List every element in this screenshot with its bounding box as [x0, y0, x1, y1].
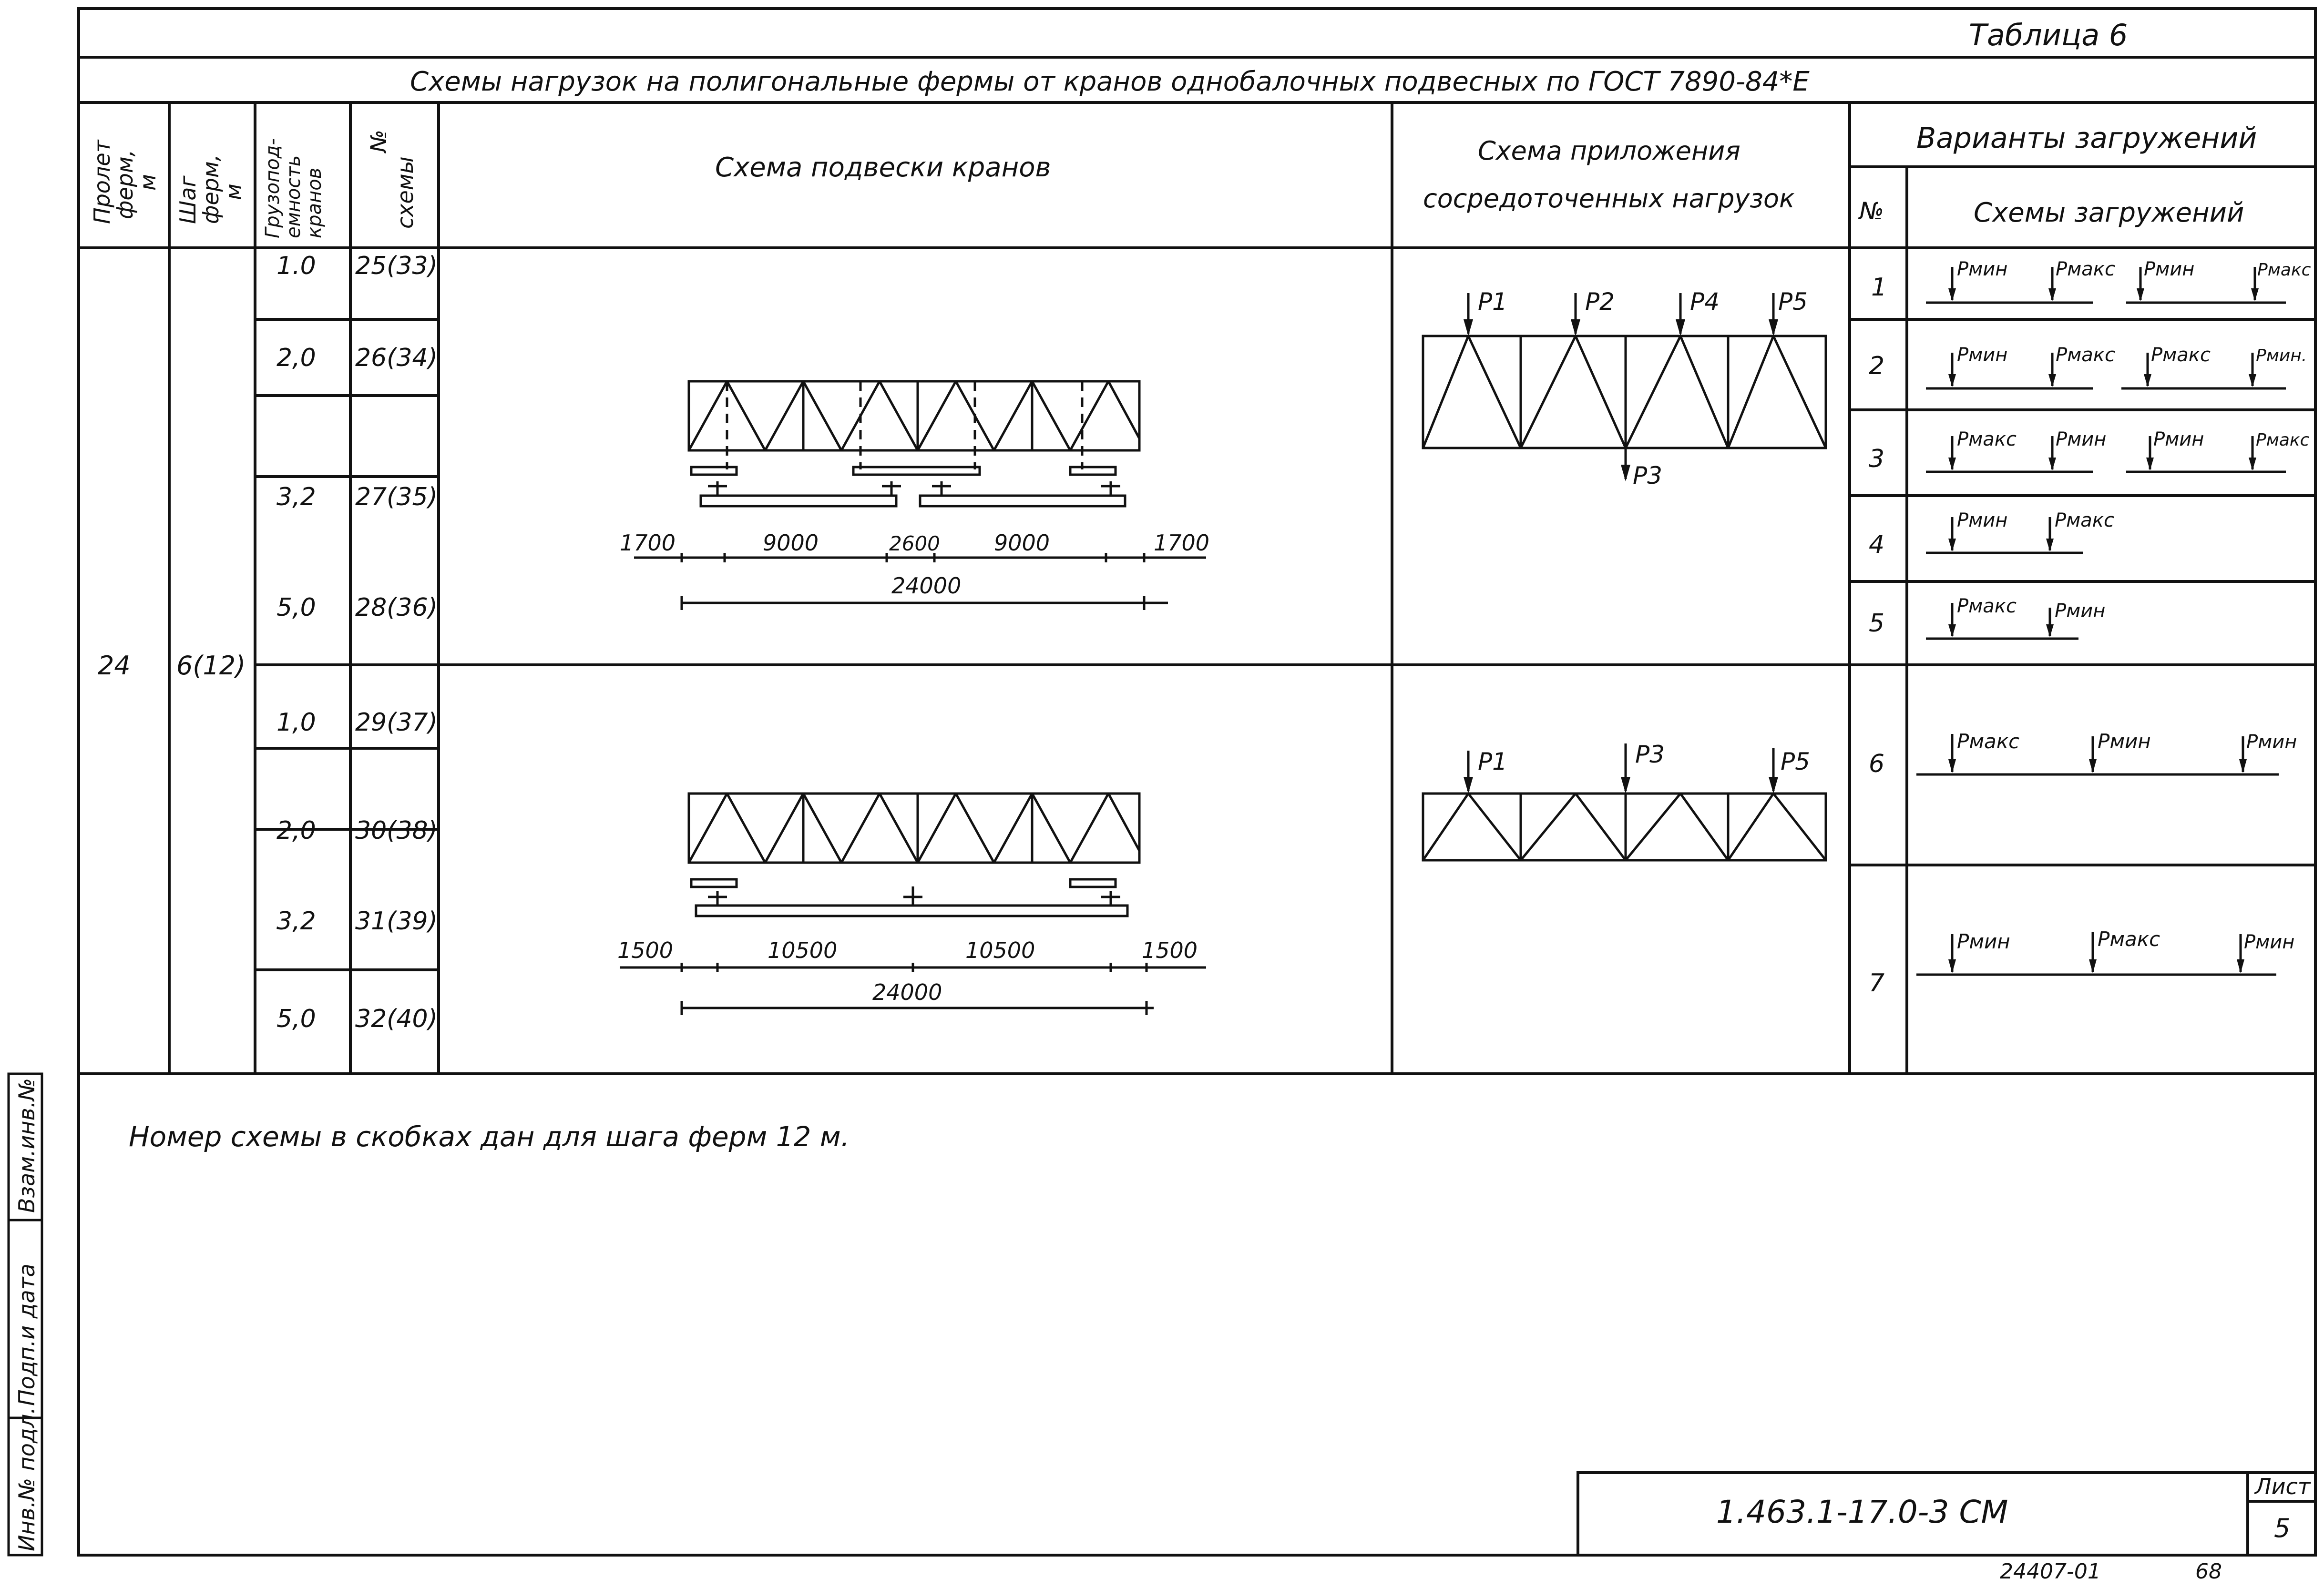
stamp-replacement: Взам.инв.№ [14, 1078, 40, 1213]
variant-7-load-2: Pмакс [2098, 927, 2160, 951]
variant-2-load-1: Pмин [1957, 344, 2008, 366]
row-list [276, 252, 438, 1033]
variant-2-load-2: Pмакс [2056, 344, 2115, 366]
load-2-label-1: P1 [1478, 748, 1507, 775]
header-capacity-line1: Грузопод- [262, 138, 284, 238]
load-arrows-2 [1464, 777, 1778, 794]
crane-1-dim-4: 9000 [994, 530, 1050, 556]
header-variants: Варианты загружений [1916, 122, 2257, 155]
variant-1-load-4: Pмакс [2257, 260, 2311, 280]
row-2-capacity: 2,0 [276, 344, 316, 372]
load-1-label-3: P4 [1690, 288, 1720, 316]
variant-6-load-2: Pмин [2098, 730, 2151, 753]
variant-1-no: 1 [1871, 273, 1887, 302]
row-3-scheme: 27(35) [355, 483, 438, 511]
variant-7-load-1: Pмин [1957, 930, 2010, 953]
variant-3-load-4: Pмакс [2256, 430, 2310, 450]
header-load-application-2: сосредоточенных нагрузок [1423, 183, 1795, 214]
variant-4-load-1: Pмин [1957, 509, 2008, 531]
variant-7-no: 7 [1869, 969, 1885, 998]
header-span-line2: ферм, [112, 149, 138, 219]
load-1-label-5: P3 [1633, 462, 1662, 489]
header-capacity [262, 138, 326, 238]
variant-3-load-1: Pмакс [1957, 428, 2017, 450]
sheet-number: 5 [2274, 1513, 2291, 1543]
row-1-scheme: 25(33) [355, 252, 438, 280]
crane-2-dim-3: 10500 [965, 937, 1035, 963]
load-2-label-3: P5 [1781, 748, 1810, 775]
variant-5-no: 5 [1869, 609, 1885, 638]
variant-3-load-3: Pмин [2153, 428, 2204, 450]
header-step-line2: ферм, [198, 154, 224, 224]
variant-numbers [1869, 273, 1887, 998]
crane-2-dim-4: 1500 [1142, 937, 1198, 963]
variant-3-load-2: Pмин [2056, 428, 2107, 450]
crane-2-dim-2: 10500 [768, 937, 838, 963]
table-title: Схемы нагрузок на полигональные фермы от кранов однобалочных подвесных по ГОСТ 7890-84*Е [410, 66, 1810, 97]
variant-1-load-2: Pмакс [2056, 258, 2115, 280]
span-value: 24 [98, 651, 131, 681]
row-8-scheme: 32(40) [355, 1005, 438, 1033]
header-variant-no: № [1859, 197, 1884, 225]
variant-1-load-3: Pмин [2144, 258, 2195, 280]
crane-1-dim-5: 1700 [1154, 530, 1210, 556]
crane-2-total: 24000 [872, 979, 942, 1005]
header-span [89, 139, 161, 224]
table-label: Таблица 6 [1969, 18, 2128, 52]
variant-load-labels [1957, 258, 2311, 953]
header-span-line1: Пролет [89, 140, 115, 224]
bottom-number: 68 [2195, 1559, 2222, 1584]
header-scheme-no-line2: схемы [392, 156, 418, 229]
crane-1-dim-2: 9000 [763, 530, 819, 556]
row-4-scheme: 28(36) [355, 593, 438, 622]
variant-6-no: 6 [1869, 750, 1885, 778]
note-text: Номер схемы в скобках дан для шага ферм 12 м. [129, 1120, 850, 1153]
step-value: 6(12) [176, 651, 246, 681]
stamp-inventory-no: Инв.№ подл. [14, 1407, 40, 1551]
row-8-capacity: 5,0 [276, 1005, 316, 1033]
row-7-capacity: 3,2 [276, 907, 316, 936]
variant-5-load-1: Pмакс [1957, 595, 2017, 617]
load-arrows-1 [1464, 319, 1778, 481]
variant-2-no: 2 [1869, 352, 1885, 380]
variant-2-load-3: Pмакс [2151, 344, 2211, 366]
bottom-code: 24407-01 [2000, 1559, 2101, 1584]
sheet-label: Лист [2255, 1474, 2311, 1499]
variant-2-load-4: Pмин. [2256, 346, 2307, 366]
header-step [175, 154, 246, 224]
load-1-label-4: P5 [1778, 288, 1808, 316]
variant-1-load-1: Pмин [1957, 258, 2008, 280]
row-1-capacity: 1.0 [276, 252, 316, 280]
load-truss-1 [1423, 293, 1826, 479]
row-6-scheme: 30(38) [355, 816, 438, 845]
header-loading-schemes: Схемы загружений [1974, 197, 2244, 228]
doc-code: 1.463.1-17.0-3 СМ [1716, 1494, 2008, 1530]
variant-4-load-2: Pмакс [2055, 509, 2114, 531]
row-3-capacity: 3,2 [276, 483, 316, 511]
header-step-line3: м [221, 183, 246, 200]
variant-6-load-3: Pмин [2246, 731, 2297, 753]
header-crane-scheme: Схема подвески кранов [715, 152, 1051, 183]
variant-5-load-2: Pмин [2055, 600, 2106, 622]
stamp-signature-date: Подп.и дата [14, 1263, 40, 1406]
crane-1-total: 24000 [891, 573, 962, 599]
row-2-scheme: 26(34) [355, 344, 438, 372]
crane-1-dim-1: 1700 [620, 530, 676, 556]
header-capacity-line3: кранов [304, 167, 326, 238]
variant-6-load-1: Pмакс [1957, 730, 2020, 753]
variant-4-no: 4 [1869, 530, 1885, 559]
header-scheme-no [366, 130, 418, 229]
crane-2-dim-1: 1500 [617, 937, 674, 963]
row-5-capacity: 1,0 [276, 708, 316, 737]
row-7-scheme: 31(39) [355, 907, 438, 936]
header-span-line3: м [135, 174, 161, 191]
load-1-label-2: P2 [1585, 288, 1615, 316]
variant-arrowheads [1948, 288, 2259, 973]
crane-1-dim-3: 2600 [889, 532, 940, 555]
header-scheme-no-line1: № [366, 130, 391, 153]
table-grid [79, 9, 2315, 1555]
row-6-capacity: 2,0 [276, 816, 316, 845]
row-5-scheme: 29(37) [355, 708, 438, 737]
load-1-label-1: P1 [1478, 288, 1507, 316]
header-step-line1: Шаг [175, 175, 201, 224]
variant-7-load-3: Pмин [2244, 931, 2295, 953]
row-4-capacity: 5,0 [276, 593, 316, 622]
header-capacity-line2: емность [283, 155, 305, 238]
header-load-application-1: Схема приложения [1478, 136, 1740, 166]
load-2-label-2: P3 [1635, 741, 1665, 768]
variant-3-no: 3 [1869, 445, 1885, 473]
